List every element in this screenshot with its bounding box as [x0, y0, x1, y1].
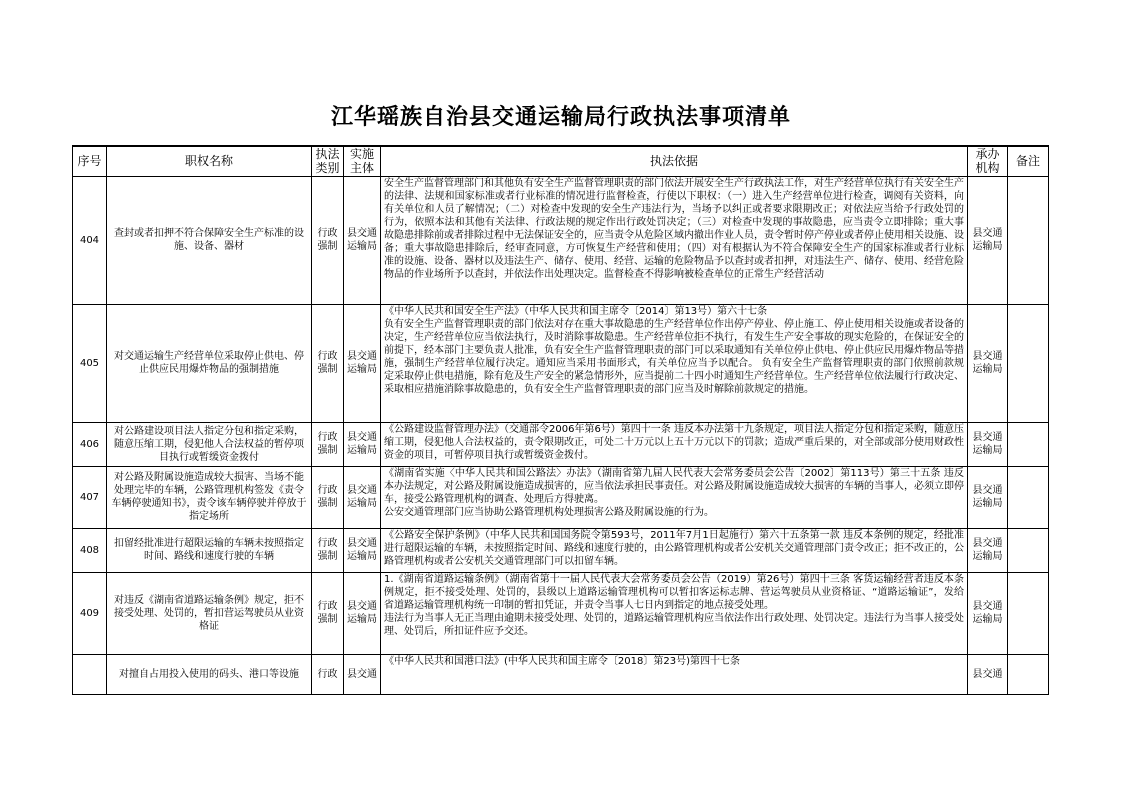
enforcement-type-cell: 行政强制	[312, 572, 344, 654]
legal-basis-cell	[381, 422, 968, 466]
implementing-body-cell: 县交通运输局	[344, 572, 381, 654]
implementing-body-cell: 县交通运输局	[344, 422, 381, 466]
remark-cell	[1008, 654, 1049, 694]
handling-department-cell: 县交通	[968, 654, 1008, 694]
authority-name-cell: 对违反《湖南省道路运输条例》规定，拒不接受处理、处罚的，暂扣营运驾驶员从业资格证	[107, 572, 312, 654]
legal-basis-paragraph: 违法行为当事人无正当理由逾期未接受处理、处罚的，道路运输管理机构应当依法作出行政处理、处罚决定。违法行为当事人接受处理、处罚后，所扣证件应予交还。	[384, 612, 964, 637]
table-row	[73, 422, 1049, 466]
enforcement-type-cell: 行政强制	[312, 176, 344, 304]
enforcement-table	[72, 145, 1049, 695]
header-org: 实施主体	[344, 146, 381, 176]
authority-name-cell: 对交通运输生产经营单位采取停止供电、停止供应民用爆炸物品的强制措施	[107, 304, 312, 422]
remark-cell	[1008, 528, 1049, 572]
implementing-body-cell: 县交通运输局	[344, 528, 381, 572]
legal-basis-paragraph: 负有安全生产监督管理职责的部门依法对存在重大事故隐患的生产经营单位作出停产停业、停止施工、停止使用相关设施或者设备的决定，生产经营单位应当依法执行，及时消除事故隐患。生产经营单位拒不执行，有发生生产安全事故的现实危险的，在保证安全的前提下，经本部门主要负责人批准，负有安全生产监督管理职责的部门可以采取通知有关单位停止供电、停止供应民用爆炸物品等措施，强制生产经营单位履行决定。通知应当采用书面形式，有关单位应当予以配合。 负有安全生产监督管理职责的部门依照前款规定采取停止供电措施，除有危及生产安全的紧急情形外，应当提前二十四小时通知生产经营单位。生产经营单位依法履行行政决定、采取相应措施消除事故隐患的，负有安全生产监督管理职责的部门应当及时解除前款规定的措施。	[384, 318, 964, 395]
legal-basis-paragraph: 《公路建设监督管理办法》（交通部令2006年第6号）第四十一条 违反本办法第十九条规定，项目法人指定分包和指定采购，随意压缩工期，侵犯他人合法权益的，责令限期改正，可处二十万元以上五十万元以下的罚款；造成严重后果的，对全部或部分使用财政性资金的项目，可暂停项目执行或暂缓资金拨付。	[384, 423, 964, 461]
row-number-cell: 405	[73, 304, 107, 422]
legal-basis-paragraph: 《公路安全保护条例》（中华人民共和国国务院令第593号，2011年7月1日起施行）第六十五条第一款 违反本条例的规定，经批准进行超限运输的车辆，未按照指定时间、路线和速度行驶的，由公路管理机构或者公安机关交通管理部门责令改正；拒不改正的，公路管理机构或者公安机关交通管理部门可以扣留车辆。	[384, 529, 964, 567]
row-number-cell: 408	[73, 528, 107, 572]
row-number-cell: 409	[73, 572, 107, 654]
legal-basis-paragraph: 《湖南省实施〈中华人民共和国公路法〉办法》（湖南省第九届人民代表大会常务委员会公告〔2002〕第113号）第三十五条 违反本办法规定，对公路及附属设施造成损害的，应当依法承担民事责任。对公路及附属设施造成较大损害的车辆的当事人，必须立即停车，接受公路管理机构的调查、处理后方得驶离。	[384, 467, 964, 505]
table-header-row	[73, 146, 1049, 176]
remark-cell	[1008, 176, 1049, 304]
legal-basis-paragraph: 公安交通管理部门应当协助公路管理机构处理损害公路及附属设施的行为。	[384, 506, 714, 518]
row-number-cell: 407	[73, 466, 107, 528]
legal-basis-paragraph: 《中华人民共和国港口法》(中华人民共和国主席令〔2018〕第23号)第四十七条	[384, 655, 740, 667]
remark-cell	[1008, 304, 1049, 422]
legal-basis-cell	[381, 572, 968, 654]
enforcement-table-viewport	[72, 145, 1048, 680]
authority-name-cell: 查封或者扣押不符合保障安全生产标准的设施、设备、器材	[107, 176, 312, 304]
handling-department-cell: 县交通运输局	[968, 176, 1008, 304]
authority-name-cell: 对公路建设项目法人指定分包和指定采购，随意压缩工期，侵犯他人合法权益的暂停项目执行或暂缓资金拨付	[107, 422, 312, 466]
legal-basis-cell	[381, 304, 968, 422]
enforcement-type-cell: 行政强制	[312, 466, 344, 528]
implementing-body-cell: 县交通	[344, 654, 381, 694]
table-row	[73, 572, 1049, 654]
enforcement-type-cell: 行政强制	[312, 528, 344, 572]
remark-cell	[1008, 572, 1049, 654]
legal-basis-cell	[381, 466, 968, 528]
implementing-body-cell: 县交通运输局	[344, 176, 381, 304]
remark-cell	[1008, 422, 1049, 466]
handling-department-cell: 县交通运输局	[968, 466, 1008, 528]
table-row	[73, 466, 1049, 528]
legal-basis-cell	[381, 176, 968, 304]
legal-basis-paragraph: 1.《湖南省道路运输条例》（湖南省第十一届人民代表大会常务委员会公告（2019）第26号）第四十三条 客货运输经营者违反本条例规定，拒不接受处理、处罚的，县级以上道路运输管理机构可以暂扣客运标志牌、营运驾驶员从业资格证、“道路运输证”，发给省道路运输管理机构统一印制的暂扣凭证，并责令当事人七日内到指定的地点接受处理。	[384, 573, 964, 611]
implementing-body-cell: 县交通运输局	[344, 466, 381, 528]
table-row	[73, 528, 1049, 572]
remark-cell	[1008, 466, 1049, 528]
legal-basis-cell	[381, 654, 968, 694]
header-name: 职权名称	[107, 146, 312, 176]
header-no: 序号	[73, 146, 107, 176]
page-title: 江华瑶族自治县交通运输局行政执法事项清单	[330, 104, 791, 130]
header-remark: 备注	[1008, 146, 1049, 176]
header-dept: 承办机构	[968, 146, 1008, 176]
authority-name-cell: 对擅自占用投入使用的码头、港口等设施	[107, 654, 312, 694]
header-basis: 执法依据	[381, 146, 968, 176]
header-type: 执法类别	[312, 146, 344, 176]
handling-department-cell: 县交通运输局	[968, 304, 1008, 422]
authority-name-cell: 对公路及附属设施造成较大损害、当场不能处理完毕的车辆，公路管理机构签发《责令车辆停驶通知书》，责令该车辆停驶并停放于指定场所	[107, 466, 312, 528]
row-number-cell: 406	[73, 422, 107, 466]
authority-name-cell: 扣留经批准进行超限运输的车辆未按照指定时间、路线和速度行驶的车辆	[107, 528, 312, 572]
implementing-body-cell: 县交通运输局	[344, 304, 381, 422]
handling-department-cell: 县交通运输局	[968, 572, 1008, 654]
row-number-cell: 404	[73, 176, 107, 304]
table-row	[73, 176, 1049, 304]
table-row	[73, 654, 1049, 694]
legal-basis-paragraph: 《中华人民共和国安全生产法》（中华人民共和国主席令〔2014〕第13号）第六十七条	[384, 305, 768, 317]
table-row	[73, 304, 1049, 422]
legal-basis-paragraph: 安全生产监督管理部门和其他负有安全生产监督管理职责的部门依法开展安全生产行政执法工作，对生产经营单位执行有关安全生产的法律、法规和国家标准或者行业标准的情况进行监督检查，行使以下职权：（一）进入生产经营单位进行检查，调阅有关资料，向有关单位和人员了解情况；（二）对检查中发现的安全生产违法行为，当场予以纠正或者要求限期改正；对依法应当给予行政处罚的行为，依照本法和其他有关法律、行政法规的规定作出行政处罚决定；（三）对检查中发现的事故隐患，应当责令立即排除；重大事故隐患排除前或者排除过程中无法保证安全的，应当责令从危险区域内撤出作业人员，责令暂时停产停业或者停止使用相关设施、设备；重大事故隐患排除后，经审查同意，方可恢复生产经营和使用；（四）对有根据认为不符合保障安全生产的国家标准或者行业标准的设施、设备、器材以及违法生产、储存、使用、经营、运输的危险物品予以查封或者扣押，对违法生产、储存、使用、经营危险物品的作业场所予以查封，并依法作出处理决定。监督检查不得影响被检查单位的正常生产经营活动	[384, 177, 964, 280]
enforcement-type-cell: 行政	[312, 654, 344, 694]
enforcement-type-cell: 行政强制	[312, 304, 344, 422]
enforcement-type-cell: 行政强制	[312, 422, 344, 466]
handling-department-cell: 县交通运输局	[968, 528, 1008, 572]
legal-basis-cell	[381, 528, 968, 572]
row-number-cell	[73, 654, 107, 694]
handling-department-cell: 县交通运输局	[968, 422, 1008, 466]
